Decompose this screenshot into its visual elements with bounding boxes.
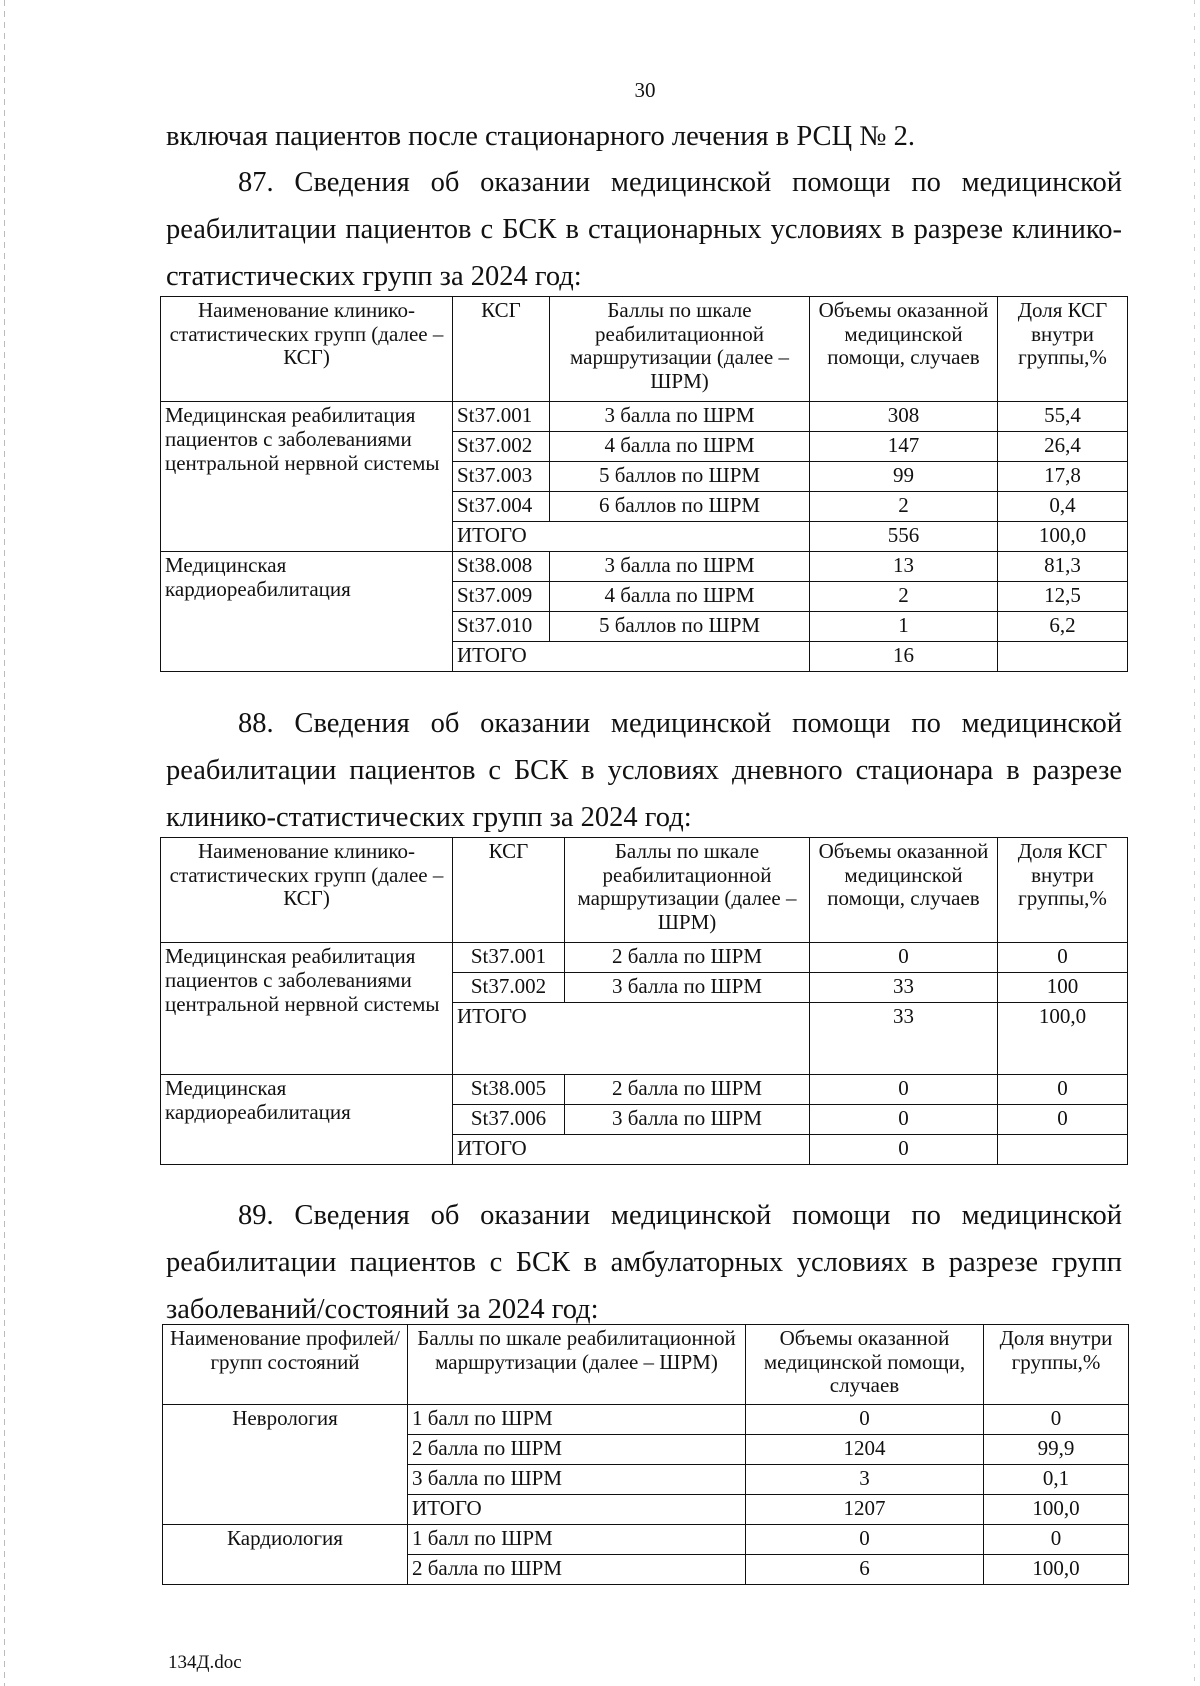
volume-cell: 1204 <box>746 1435 984 1465</box>
header-score: Баллы по шкале реабилитационной маршрутизации (далее – ШРМ) <box>408 1325 746 1405</box>
share-cell: 0 <box>998 943 1128 973</box>
volume-cell: 1207 <box>746 1495 984 1525</box>
share-cell: 100,0 <box>984 1495 1129 1525</box>
share-cell: 99,9 <box>984 1435 1129 1465</box>
table-87 <box>160 296 1128 672</box>
share-cell: 0 <box>984 1405 1129 1435</box>
header-score: Баллы по шкале реабилитационной маршрутизации (далее – ШРМ) <box>565 838 810 943</box>
total-volume: 33 <box>810 1003 998 1075</box>
share-cell: 100,0 <box>984 1555 1129 1585</box>
score-cell: 1 балл по ШРМ <box>408 1405 746 1435</box>
total-label: ИТОГО <box>453 1135 810 1165</box>
ksg-cell: St38.008 <box>453 552 550 582</box>
profile-name: Кардиология <box>163 1525 408 1585</box>
share-cell: 0 <box>998 1105 1128 1135</box>
header-volume: Объемы оказанной медицинской помощи, случаев <box>810 297 998 402</box>
share-cell: 26,4 <box>998 432 1128 462</box>
total-share: 100,0 <box>998 1003 1128 1075</box>
score-cell: 2 балла по ШРМ <box>565 943 810 973</box>
ksg-cell: St37.004 <box>453 492 550 522</box>
ksg-cell: St37.001 <box>453 402 550 432</box>
table-88 <box>160 837 1128 1165</box>
ksg-cell: St37.002 <box>453 973 565 1003</box>
ksg-cell: St37.009 <box>453 582 550 612</box>
profile-name: Неврология <box>163 1405 408 1525</box>
volume-cell: 2 <box>810 492 998 522</box>
group-name: Медицинская реабилитация пациентов с заболеваниями центральной нервной системы <box>161 943 453 1075</box>
ksg-cell: St37.002 <box>453 432 550 462</box>
total-label: ИТОГО <box>453 642 810 672</box>
score-cell: 3 балла по ШРМ <box>565 1105 810 1135</box>
volume-cell: 33 <box>810 973 998 1003</box>
share-cell: 0,1 <box>984 1465 1129 1495</box>
volume-cell: 99 <box>810 462 998 492</box>
score-cell: 1 балл по ШРМ <box>408 1525 746 1555</box>
header-share: Доля КСГ внутри группы,% <box>998 838 1128 943</box>
scan-edge-right <box>1194 0 1195 1686</box>
volume-cell: 147 <box>810 432 998 462</box>
group-name: Медицинская кардиореабилитация <box>161 552 453 672</box>
score-cell: 2 балла по ШРМ <box>408 1435 746 1465</box>
volume-cell: 6 <box>746 1555 984 1585</box>
total-share: 100,0 <box>998 522 1128 552</box>
score-cell: 3 балла по ШРМ <box>565 973 810 1003</box>
volume-cell: 13 <box>810 552 998 582</box>
score-cell: ИТОГО <box>408 1495 746 1525</box>
intro-line: включая пациентов после стационарного лечения в РСЦ № 2. <box>166 121 915 152</box>
ksg-cell: St37.001 <box>453 943 565 973</box>
total-share <box>998 1135 1128 1165</box>
score-cell: 2 балла по ШРМ <box>408 1555 746 1585</box>
total-label: ИТОГО <box>453 1003 810 1075</box>
score-cell: 4 балла по ШРМ <box>550 432 810 462</box>
total-share <box>998 642 1128 672</box>
total-label: ИТОГО <box>453 522 810 552</box>
page-number: 30 <box>634 78 656 102</box>
volume-cell: 3 <box>746 1465 984 1495</box>
score-cell: 3 балла по ШРМ <box>408 1465 746 1495</box>
volume-cell: 0 <box>810 1105 998 1135</box>
header-score: Баллы по шкале реабилитационной маршрутизации (далее – ШРМ) <box>550 297 810 402</box>
share-cell: 17,8 <box>998 462 1128 492</box>
share-cell: 6,2 <box>998 612 1128 642</box>
ksg-cell: St38.005 <box>453 1075 565 1105</box>
group-name: Медицинская реабилитация пациентов с заболеваниями центральной нервной системы <box>161 402 453 552</box>
table-89 <box>162 1324 1129 1585</box>
share-cell: 100 <box>998 973 1128 1003</box>
header-ksg: КСГ <box>453 297 550 402</box>
header-volume: Объемы оказанной медицинской помощи, случаев <box>746 1325 984 1405</box>
total-volume: 556 <box>810 522 998 552</box>
volume-cell: 308 <box>810 402 998 432</box>
score-cell: 4 балла по ШРМ <box>550 582 810 612</box>
volume-cell: 0 <box>810 1075 998 1105</box>
section88-heading: 88. Сведения об оказании медицинской помощи по медицинской реабилитации пациентов с БСК в условиях дневного стационара в разрезе клинико-статистических групп за 2024 год: <box>166 708 1122 833</box>
score-cell: 5 баллов по ШРМ <box>550 612 810 642</box>
total-volume: 0 <box>810 1135 998 1165</box>
share-cell: 0 <box>998 1075 1128 1105</box>
total-volume: 16 <box>810 642 998 672</box>
share-cell: 0,4 <box>998 492 1128 522</box>
volume-cell: 2 <box>810 582 998 612</box>
header-share: Доля внутри группы,% <box>984 1325 1129 1405</box>
volume-cell: 1 <box>810 612 998 642</box>
score-cell: 3 балла по ШРМ <box>550 402 810 432</box>
header-group-name: Наименование клинико-статистических групп (далее – КСГ) <box>161 297 453 402</box>
share-cell: 0 <box>984 1525 1129 1555</box>
volume-cell: 0 <box>810 943 998 973</box>
volume-cell: 0 <box>746 1525 984 1555</box>
section87-heading: 87. Сведения об оказании медицинской помощи по медицинской реабилитации пациентов с БСК в стационарных условиях в разрезе клинико-статистических групп за 2024 год: <box>166 167 1122 292</box>
score-cell: 5 баллов по ШРМ <box>550 462 810 492</box>
share-cell: 12,5 <box>998 582 1128 612</box>
share-cell: 55,4 <box>998 402 1128 432</box>
score-cell: 2 балла по ШРМ <box>565 1075 810 1105</box>
score-cell: 6 баллов по ШРМ <box>550 492 810 522</box>
ksg-cell: St37.010 <box>453 612 550 642</box>
volume-cell: 0 <box>746 1405 984 1435</box>
header-profile: Наименование профилей/групп состояний <box>163 1325 408 1405</box>
scan-edge-left <box>4 0 5 1686</box>
header-volume: Объемы оказанной медицинской помощи, случаев <box>810 838 998 943</box>
ksg-cell: St37.003 <box>453 462 550 492</box>
header-share: Доля КСГ внутри группы,% <box>998 297 1128 402</box>
header-group-name: Наименование клинико-статистических групп (далее – КСГ) <box>161 838 453 943</box>
score-cell: 3 балла по ШРМ <box>550 552 810 582</box>
share-cell: 81,3 <box>998 552 1128 582</box>
ksg-cell: St37.006 <box>453 1105 565 1135</box>
group-name: Медицинская кардиореабилитация <box>161 1075 453 1165</box>
footer-filename: 134Д.doc <box>168 1652 242 1673</box>
section89-heading: 89. Сведения об оказании медицинской помощи по медицинской реабилитации пациентов с БСК в амбулаторных условиях в разрезе групп заболеваний/состояний за 2024 год: <box>166 1200 1122 1325</box>
header-ksg: КСГ <box>453 838 565 943</box>
